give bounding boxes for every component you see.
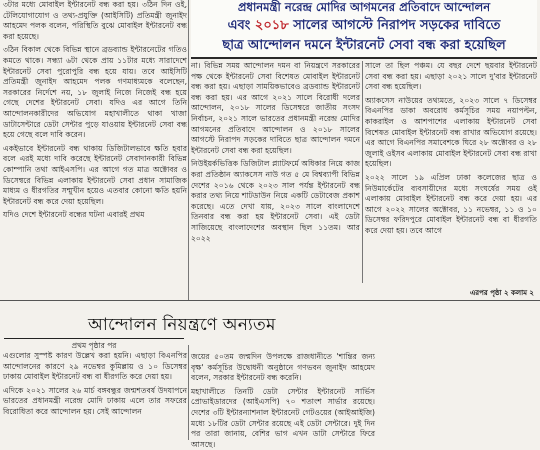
- article-column-right-bottom: [191, 352, 375, 449]
- headline-year: ২০১৮: [254, 18, 289, 33]
- continued-from-label: প্রথম পৃষ্ঠার পর: [71, 341, 117, 350]
- paragraph: এদিকে ২০২১ সালের ২৬ মার্চ বঙ্গবন্ধুর জন্মশতবর্ষ উদযাপনে ভারতের প্রধানমন্ত্রী নরেন্দ্র মোদি ঢাকায় এলে তার সফরের বিরোধিতা করে আন্দোলন হয়। সেই আন্দোলন: [3, 385, 187, 416]
- headline-box: [191, 0, 537, 59]
- column-divider: [188, 345, 189, 440]
- headline-line-1: প্রধানমন্ত্রী নরেন্দ্র মোদির আগমনের প্রতিবাদে আন্দোলন: [237, 0, 491, 14]
- continued-on-note: এরপর পৃষ্ঠা ২ কলাম ২: [469, 289, 534, 297]
- headline-line-2-pre: এবং: [227, 18, 251, 33]
- section-divider: [0, 300, 540, 301]
- article-title: আন্দোলন নিয়ন্ত্রণে অন্যতম: [88, 315, 276, 335]
- column-divider: [362, 61, 363, 283]
- title-rule: [4, 338, 184, 339]
- article-column-left-bottom: [3, 351, 187, 440]
- paragraph: নিউইয়র্কভিত্তিক ডিজিটাল প্ল্যাটফর্মে অধিকার নিয়ে কাজ করা প্রতিষ্ঠান অ্যাকসেস নাউ গত ৫ মে বিশ্বব্যাপী বিভিন্ন দেশের ২০১৬ থেকে ২০২৩ সাল পর্যন্ত ইন্টারনেট বন্ধ করার তথ্য নিয়ে শাটডাউন নিয়ে একটি ডেটাবেজ প্রকাশ করেছে। এতে দেখা যায়, ২০২৩ সালে বাংলাদেশে তিনবার বন্ধ করা হয় ইন্টারনেট সেবা। এই ডেটা সাজিয়েছে বাংলাদেশের অবস্থান ছিল ১১তম। আর ২০২২: [191, 159, 360, 243]
- paragraph: ৩টার মধ্যে মোবাইল ইন্টারনেট বন্ধ করা হয়। ৩ঠিন দিন ওই, টেলিযোগাযোগ ও তথ্য-প্রযুক্তি (আইসিটি) প্রতিমন্ত্রী জুনাইদ আহমেদ পলক বলেন, পরিস্থিতি বুঝে মোবাইল ইন্টারনেট বন্ধ করা হয়েছে।: [3, 0, 187, 41]
- paragraph: ৩ঠিন বিকাল থেকে বিভিন্ন স্থানে ব্রডব্যান্ড ইন্টারনেটের গতিও কমতে থাকে। সন্ধ্যা ৬টা থেকে প্রায় ১১টার মধ্যে সারাদেশে ইন্টারনেট সেবা পুরোপুরি বন্ধ হয়ে যায়। তবে আইসিটি প্রতিমন্ত্রী জুনাইদ আহমেদ পলক গণমাধ্যমকে বলেছেন, সরকারের নির্দেশে নয়, ১৮ জুলাই নিজে নিজেই বন্ধ হয়ে গেছে দেশের ইন্টারনেট সেবা। যদিও এর আগে তিনি আন্দোলনকারীদের অভিযোগ মহাখালীতে থাকা খাজা ডাটাসেন্টারে ডেটা সেন্টার পুড়ে যাওয়ায় ইন্টারনেট সেবা বন্ধ হয়ে গেছে বলে দাবি করেন।: [3, 45, 187, 140]
- article-column-left-top: [3, 0, 187, 300]
- paragraph: যদিও দেশে ইন্টারনেট বন্ধের ঘটনা এবারই প্রথম: [3, 210, 145, 220]
- headline-line-2-post: সালের আগস্টে নিরাপদ সড়কের দাবিতে: [293, 18, 501, 33]
- article-column-right: [365, 61, 537, 283]
- paragraph: একইভাবে ইন্টারনেট বন্ধ থাকায় ডিজিটালভাবে ক্ষতি হবার বলে এরই মধ্যে দাবি করেছে ইন্টারনেট সেবাদানকারী বিভিন্ন কোম্পানি তথা আইএসপি। এর আগে গত মাত্র অক্টোবর ও ডিসেম্বরে বিভিন্ন এলাকায় ইন্টারনেট সেবা প্রধান সামাজিক মাধ্যম ও ধীরগতির সম্মুখীন হয়েও এতবার কোনো ক্ষতি হয়নি ইন্টারনেট বন্ধ করে দেয়া হয়েছিল।: [3, 143, 187, 206]
- paragraph: এগুলোর সুস্পষ্ট কারণ উল্লেখ করা হয়নি। এছাড়া বিএনপির আন্দোলনের কারণে ২৯ নভেম্বর কুমিল্লায় ও ১০ ডিসেম্বর ঢাকায় মোবাইল ইন্টারনেট বন্ধ বা ধীরগতি করে দেয়া হয়।: [3, 351, 187, 382]
- paragraph: সালে তা ছিল পঞ্চম। যে বছর দেশে ছয়বার ইন্টারনেট সেবা বন্ধ করা হয়। এছাড়া ২০২১ সালে দু'বার ইন্টারনেট সেবা বন্ধ হয়েছিল।: [365, 61, 537, 92]
- paragraph: না। বিভিন্ন সময় আন্দোলন দমন বা নিয়ন্ত্রণে সরকারের পক্ষ থেকে ইন্টারনেট সেবা বিশেষত মোবাইল ইন্টারনেট বন্ধ করা হয়। এছাড়া সাময়িকভাবেও ব্রডব্যান্ড ইন্টারনেট বন্ধ করা হয়। এর আগে ২০২১ সালে বিরোধী দলের আন্দোলন, ২০১৮ সালের ডিসেম্বরে জাতীয় সংসদ নির্বাচন, ২০২১ সালে ভারতের প্রধানমন্ত্রী নরেন্দ্র মোদির আগমনের প্রতিবাদে আন্দোলন ও ২০১৮ সালের আগস্টে নিরাপদ সড়কের দাবিতে ছাত্র আন্দোলন দমনে ইন্টারনেট সেবা বন্ধ করা হয়েছিল।: [191, 61, 360, 155]
- column-divider: [188, 0, 189, 300]
- paragraph: ২০২২ সালে ১৯ এপ্রিল ঢাকা কলেজের ছাত্র ও নিউমার্কেটের ব্যবসায়ীদের মধ্যে সংঘর্ষের সময় ওই এলাকায় মোবাইল ইন্টারনেট বন্ধ করে দেয়া হয়। এর আগে ২০২২ সালের অক্টোবর, ১১ নভেম্বর, ১১ ও ১০ ডিসেম্বর ফরিদপুরে মোবাইল ইন্টারনেট বন্ধ বা ধীরগতি করে দেয়া হয়। তবে আগে: [365, 172, 537, 235]
- headline-line-3: ছাত্র আন্দোলন দমনে ইন্টারনেট সেবা বন্ধ করা হয়েছিল: [222, 38, 506, 53]
- article-column-middle: [191, 61, 360, 283]
- paragraph: জয়ের ৫০তম জন্মদিন উপলক্ষে রাজধানীতে 'শান্তির জন্য বৃক্ষ' কর্মসূচির উদ্বোধনী অনুষ্ঠানে গণভবন জুনাইদ আহমেদ বলেন, সরকার ইন্টারনেট বন্ধ করেনি।: [191, 352, 375, 383]
- paragraph: মহাখালীতে তিনটি ডেটা সেন্টার ইন্টারনেট সার্ভিস প্রোভাইডারদের (আইএসপি) ৭০ শতাংশ সার্ভার রয়েছে। দেশের ৩টি ইন্টারন্যাশনাল ইন্টারনেট গেটওয়ের (আইআইজি) মধ্যে ১৮টির ডেটা সেন্টার রয়েছে এই ডেটা সেন্টারে। দুই দিন পর তারা জানায়, বেশির ভাগ এখন ডাটা সেন্টারে ফিরে আসছে।: [191, 386, 375, 449]
- headline-line-2: [191, 16, 537, 37]
- paragraph: অ্যাকসেস নাউয়ের তথ্যমতে, ২০২৩ সালে ৭ ডিসেম্বর বিএনপির ডাকা অবরোধ কর্মসূচির সময় নয়াপল্টন, কাকরাইল ও আশপাশের এলাকায় ইন্টারনেট সেবা বিশেষত মোবাইল ইন্টারনেট বন্ধ রাখার অভিযোগ রয়েছে। এর আগে বিএনপির সমাবেশকে ঘিরে ২৮ অক্টোবর ও ২৮ জুলাই ওইসব এলাকায় মোবাইল ইন্টারনেট সেবা বন্ধ রাখা হয়েছিল।: [365, 95, 537, 169]
